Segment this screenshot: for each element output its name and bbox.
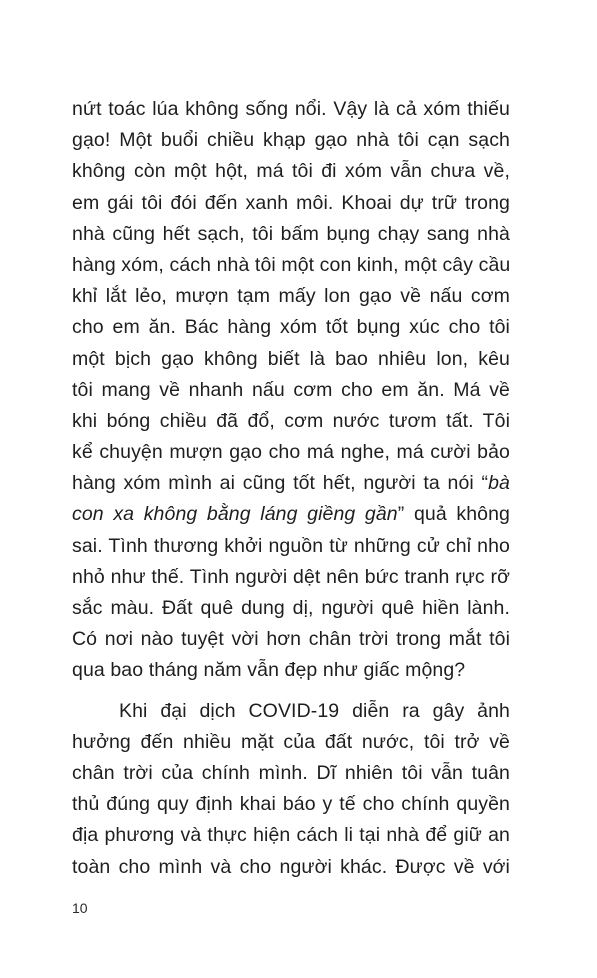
text-line: gạo! Một buổi chiều khạp gạo nhà tôi cạn sạch <box>72 129 510 152</box>
text-line: kể chuyện mượn gạo cho má nghe, má cười bảo <box>72 441 510 464</box>
text-line: hàng xóm, cách nhà tôi một con kinh, một cây cầu <box>72 253 511 276</box>
text-line: toàn cho mình và cho người khác. Được về với <box>72 855 510 878</box>
text-line: thủ đúng quy định khai báo y tế cho chính quyền <box>72 793 510 816</box>
text-line: Có nơi nào tuyệt vời hơn chân trời trong mắt tôi <box>72 628 510 651</box>
text-line: một bịch gạo không biết là bao nhiêu lon, kêu <box>72 347 510 370</box>
text-line: nhỏ như thế. Tình người dệt nên bức tranh rực rỡ <box>72 565 510 588</box>
text-line: qua bao tháng năm vẫn đẹp như giấc mộng? <box>72 659 466 682</box>
text-line: em gái tôi đói đến xanh môi. Khoai dự trữ trong <box>72 191 510 214</box>
text-line: chân trời của chính mình. Dĩ nhiên tôi vẫn tuân <box>72 761 510 784</box>
body-text <box>72 94 510 883</box>
text-line: khỉ lắt lẻo, mượn tạm mấy lon gạo về nấu cơm <box>72 285 510 308</box>
text-line: cho em ăn. Bác hàng xóm tốt bụng xúc cho tôi <box>72 316 510 339</box>
text-span: hàng xóm mình ai cũng tốt hết, người ta nói “ <box>72 472 489 495</box>
text-line: không còn một hột, má tôi đi xóm vẫn chưa về, <box>72 160 510 183</box>
text-line: địa phương và thực hiện cách li tại nhà để giữ an <box>72 824 510 847</box>
paragraph-1 <box>72 94 510 687</box>
text-line: nứt toác lúa không sống nổi. Vậy là cả xóm thiếu <box>72 98 510 120</box>
text-line <box>72 468 510 499</box>
text-line <box>72 499 510 530</box>
text-line: khi bóng chiều đã đổ, cơm nước tươm tất. Tôi <box>72 409 510 432</box>
text-span: ” quả không <box>397 503 510 526</box>
text-line: hưởng đến nhiều mặt của đất nước, tôi trở về <box>72 730 510 753</box>
paragraph-spacing <box>72 687 510 696</box>
text-line: tôi mang về nhanh nấu cơm cho em ăn. Má về <box>72 378 510 401</box>
text-line: Khi đại dịch COVID-19 diễn ra gây ảnh <box>119 699 510 722</box>
text-line: sai. Tình thương khởi nguồn từ những cử chỉ nho <box>72 534 510 557</box>
text-line: sắc màu. Đất quê dung dị, người quê hiền lành. <box>72 597 510 619</box>
paragraph-2 <box>72 696 510 883</box>
page-number: 10 <box>72 900 88 916</box>
text-line: nhà cũng hết sạch, tôi bấm bụng chạy sang nhà <box>72 222 510 245</box>
italic-proverb: con xa không bằng láng giềng gần <box>72 503 398 526</box>
italic-proverb-start: bà <box>488 472 510 495</box>
